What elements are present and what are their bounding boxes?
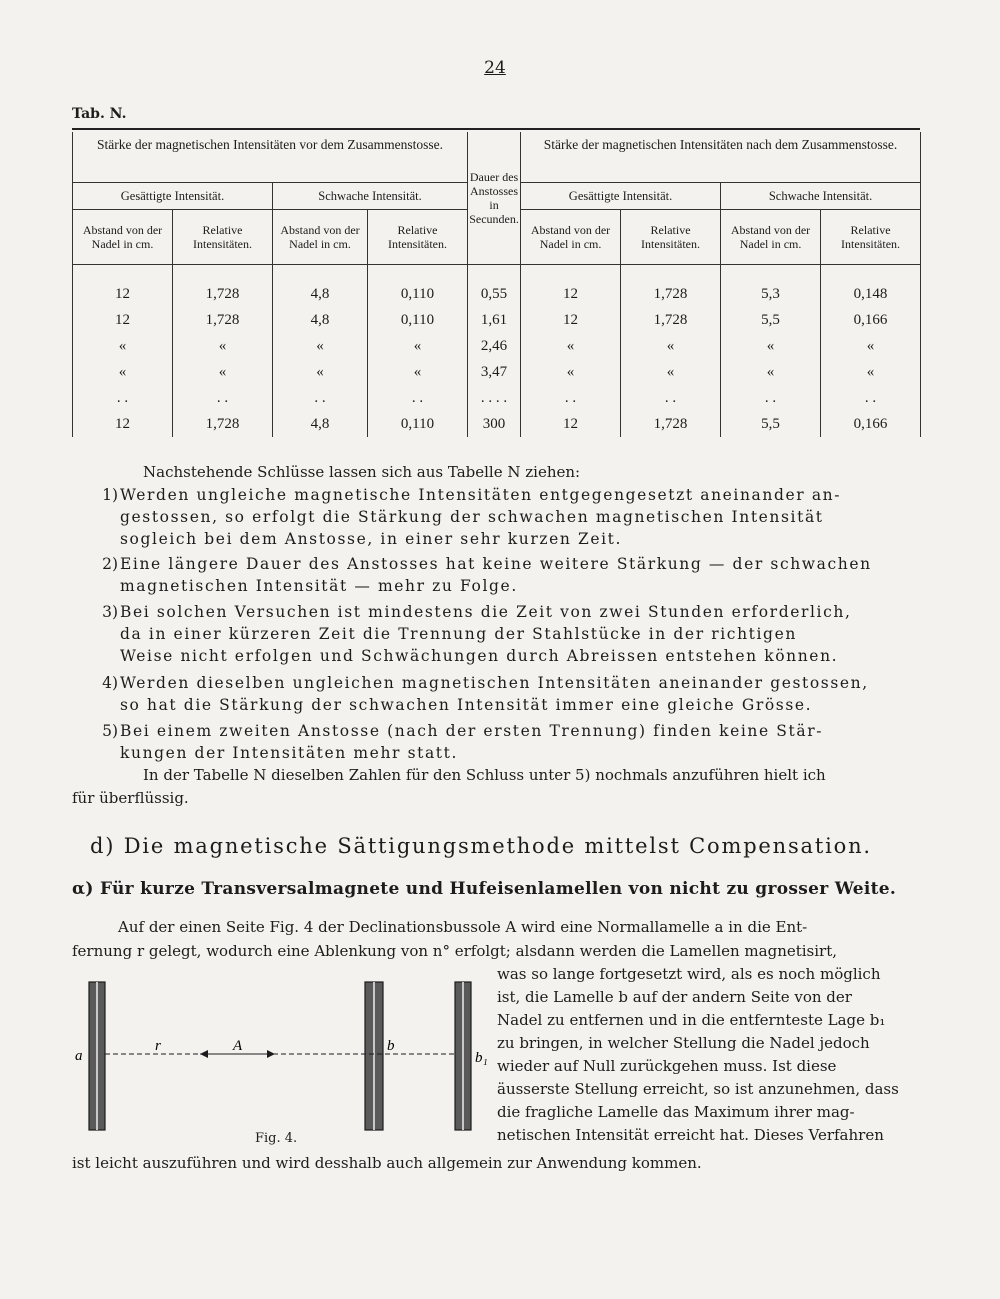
note-line: für überflüssig. <box>72 789 189 807</box>
table-cell: 1,728 <box>621 411 721 437</box>
arrow-left-icon <box>200 1050 208 1058</box>
conclusion-line: Bei solchen Versuchen ist mindestens die Zeit von zwei Stunden erforderlich, <box>120 603 852 621</box>
table-row <box>73 385 921 411</box>
table-cell: 1,728 <box>173 307 273 333</box>
table-cell: 5,3 <box>721 265 821 308</box>
note-line: In der Tabelle N dieselben Zahlen für den Schluss unter 5) nochmals anzuführen hielt ich <box>143 766 826 784</box>
header-saturated-before: Gesättigte Intensität. <box>73 183 273 210</box>
page-number: 24 <box>484 58 506 78</box>
label-a: a <box>75 1048 83 1064</box>
conclusion-line: Eine längere Dauer des Anstosses hat keine weitere Stärkung — der schwachen <box>120 555 872 573</box>
table-cell: « <box>621 333 721 359</box>
table-cell: 12 <box>73 265 173 308</box>
section-heading-d: d) Die magnetische Sättigungsmethode mittelst Compensation. <box>90 834 872 858</box>
body-line: Auf der einen Seite Fig. 4 der Declinationsbussole A wird eine Normallamelle a in die Ent- <box>118 918 808 936</box>
table-cell: « <box>273 333 368 359</box>
section-heading-alpha: α) Für kurze Transversalmagnete und Hufeisenlamellen von nicht zu grosser Weite. <box>72 879 897 899</box>
table-cell: « <box>821 333 921 359</box>
table-cell: 12 <box>73 411 173 437</box>
intensity-table <box>72 132 921 437</box>
table-cell: 0,110 <box>368 411 468 437</box>
table-cell: 5,5 <box>721 307 821 333</box>
table-cell: . . <box>521 385 621 411</box>
body-line: wieder auf Null zurückgehen muss. Ist diese <box>497 1057 837 1075</box>
table-cell: . . <box>73 385 173 411</box>
col-distance: Abstand von der Nadel in cm. <box>73 210 173 265</box>
table-cell: . . <box>721 385 821 411</box>
table-cell: 0,110 <box>368 265 468 308</box>
conclusion-number: 4) <box>102 674 118 692</box>
header-before-impact: Stärke der magnetischen Intensitäten vor dem Zusammenstosse. <box>73 132 468 183</box>
conclusion-number: 2) <box>102 555 118 573</box>
table-cell: 4,8 <box>273 265 368 308</box>
table-row <box>73 307 921 333</box>
table-cell: 1,728 <box>621 265 721 308</box>
table-cell: « <box>173 359 273 385</box>
table-cell: 0,55 <box>468 265 521 308</box>
header-weak-before: Schwache Intensität. <box>273 183 468 210</box>
table-row <box>73 265 921 308</box>
table-cell: . . <box>273 385 368 411</box>
col-relative: Relative Intensitäten. <box>821 210 921 265</box>
body-line: was so lange fortgesetzt wird, als es noch möglich <box>497 965 881 983</box>
table-cell: . . <box>173 385 273 411</box>
body-line: ist leicht auszuführen und wird desshalb auch allgemein zur Anwendung kommen. <box>72 1154 702 1172</box>
body-line: ist, die Lamelle b auf der andern Seite von der <box>497 988 852 1006</box>
label-b: b <box>387 1038 395 1054</box>
table-cell: « <box>273 359 368 385</box>
table-cell: « <box>821 359 921 385</box>
conclusion-line: sogleich bei dem Anstosse, in einer sehr kurzen Zeit. <box>120 530 623 548</box>
header-after-impact: Stärke der magnetischen Intensitäten nach dem Zusammenstosse. <box>521 132 921 183</box>
conclusion-line: gestossen, so erfolgt die Stärkung der schwachen magnetischen Intensität <box>120 508 824 526</box>
body-line: äusserste Stellung erreicht, so ist anzunehmen, dass <box>497 1080 899 1098</box>
table-cell: « <box>173 333 273 359</box>
table-top-rule <box>72 128 920 130</box>
table-cell: « <box>73 333 173 359</box>
table-cell: 1,61 <box>468 307 521 333</box>
table-cell: 0,166 <box>821 411 921 437</box>
conclusion-line: so hat die Stärkung der schwachen Intensität immer eine gleiche Grösse. <box>120 696 813 714</box>
table-cell: 4,8 <box>273 307 368 333</box>
table-cell: « <box>368 333 468 359</box>
table-cell: « <box>73 359 173 385</box>
table-row <box>73 333 921 359</box>
table-cell: . . <box>821 385 921 411</box>
arrow-right-icon <box>267 1050 275 1058</box>
body-line: zu bringen, in welcher Stellung die Nadel jedoch <box>497 1034 870 1052</box>
table-cell: . . <box>368 385 468 411</box>
conclusion-number: 1) <box>102 486 118 504</box>
conclusion-line: Weise nicht erfolgen und Schwächungen durch Abreissen entstehen können. <box>120 647 839 665</box>
col-relative: Relative Intensitäten. <box>368 210 468 265</box>
body-line: netischen Intensität erreicht hat. Dieses Verfahren <box>497 1126 884 1144</box>
table-cell: « <box>621 359 721 385</box>
conclusions-intro: Nachstehende Schlüsse lassen sich aus Tabelle N ziehen: <box>143 463 581 481</box>
table-cell: 1,728 <box>173 411 273 437</box>
conclusion-line: magnetischen Intensität — mehr zu Folge. <box>120 577 518 595</box>
col-relative: Relative Intensitäten. <box>173 210 273 265</box>
table-cell: « <box>521 333 621 359</box>
table-cell: 2,46 <box>468 333 521 359</box>
table-cell: 12 <box>73 307 173 333</box>
table-cell: « <box>521 359 621 385</box>
label-r: r <box>155 1038 161 1054</box>
table-cell: 12 <box>521 265 621 308</box>
conclusion-number: 3) <box>102 603 118 621</box>
table-cell: 3,47 <box>468 359 521 385</box>
body-line: die fragliche Lamelle das Maximum ihrer mag- <box>497 1103 855 1121</box>
figure-caption: Fig. 4. <box>255 1131 298 1146</box>
conclusion-line: Bei einem zweiten Anstosse (nach der ersten Trennung) finden keine Stär- <box>120 722 824 740</box>
header-duration: Dauer des Anstosses in Secunden. <box>468 132 521 265</box>
conclusion-line: da in einer kürzeren Zeit die Trennung der Stahlstücke in der richtigen <box>120 625 797 643</box>
conclusion-line: Werden ungleiche magnetische Intensitäten entgegengesetzt aneinander an- <box>120 486 842 504</box>
table-cell: « <box>721 333 821 359</box>
table-cell: 0,166 <box>821 307 921 333</box>
col-relative: Relative Intensitäten. <box>621 210 721 265</box>
table-cell: 300 <box>468 411 521 437</box>
table-cell: 5,5 <box>721 411 821 437</box>
figure-4-diagram <box>75 970 495 1150</box>
conclusion-line: Werden dieselben ungleichen magnetischen Intensitäten aneinander gestossen, <box>120 674 869 692</box>
table-cell: 0,148 <box>821 265 921 308</box>
label-b1: b₁ <box>475 1050 488 1066</box>
col-distance: Abstand von der Nadel in cm. <box>273 210 368 265</box>
col-distance: Abstand von der Nadel in cm. <box>721 210 821 265</box>
col-distance: Abstand von der Nadel in cm. <box>521 210 621 265</box>
conclusion-number: 5) <box>102 722 118 740</box>
body-line: fernung r gelegt, wodurch eine Ablenkung von n° erfolgt; alsdann werden die Lamellen magnetisirt, <box>72 942 838 960</box>
table-cell: 1,728 <box>621 307 721 333</box>
table-row <box>73 359 921 385</box>
table-cell: 4,8 <box>273 411 368 437</box>
body-right-column <box>497 963 920 1147</box>
table-cell: 12 <box>521 411 621 437</box>
table-cell: 1,728 <box>173 265 273 308</box>
table-cell: . . . . <box>468 385 521 411</box>
table-row <box>73 411 921 437</box>
table-cell: « <box>721 359 821 385</box>
label-A: A <box>233 1038 243 1054</box>
table-cell: 0,110 <box>368 307 468 333</box>
body-line: Nadel zu entfernen und in die entfernteste Lage b₁ <box>497 1011 886 1029</box>
header-weak-after: Schwache Intensität. <box>721 183 921 210</box>
table-cell: « <box>368 359 468 385</box>
table-cell: . . <box>621 385 721 411</box>
header-saturated-after: Gesättigte Intensität. <box>521 183 721 210</box>
conclusion-line: kungen der Intensitäten mehr statt. <box>120 744 458 762</box>
table-cell: 12 <box>521 307 621 333</box>
table-label: Tab. N. <box>72 106 127 122</box>
